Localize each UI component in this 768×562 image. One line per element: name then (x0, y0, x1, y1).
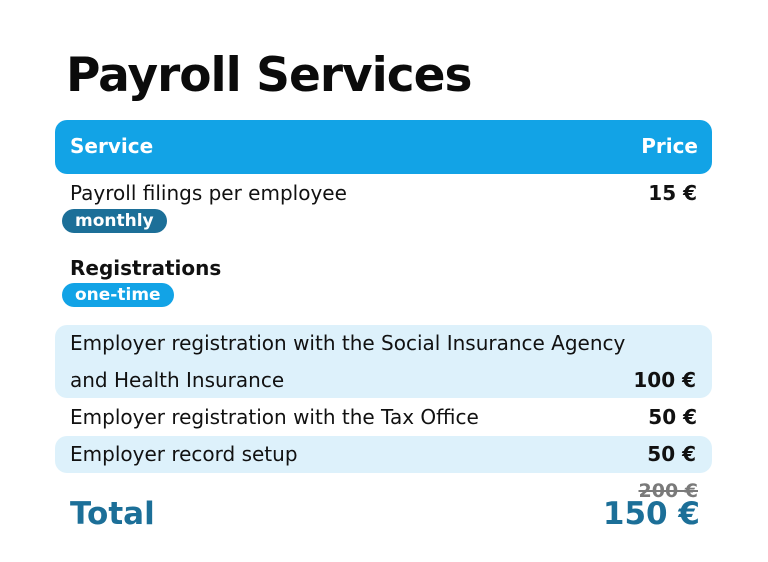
registrations-title: Registrations (70, 256, 222, 280)
table-header (55, 120, 712, 174)
social-insurance-price: 100 € (633, 368, 696, 392)
monthly-badge: monthly (62, 209, 167, 233)
total-label: Total (70, 496, 155, 532)
social-insurance-label-line2: and Health Insurance (70, 368, 285, 392)
social-insurance-label-line1: Employer registration with the Social Insurance Agency (70, 331, 626, 355)
record-setup-label: Employer record setup (70, 442, 298, 466)
one-time-badge: one-time (62, 283, 174, 307)
total-price: 150 € (602, 496, 700, 532)
payroll-price: 15 € (648, 181, 697, 205)
original-total-price: 200 € (638, 480, 698, 502)
payroll-label: Payroll filings per employee (70, 181, 347, 205)
price-column-header: Price (641, 134, 698, 158)
service-column-header: Service (70, 134, 154, 158)
record-setup-price: 50 € (647, 442, 696, 466)
table-row (55, 325, 712, 398)
tax-office-price: 50 € (648, 405, 697, 429)
table-row (55, 436, 712, 473)
tax-office-label: Employer registration with the Tax Office (70, 405, 479, 429)
page-title: Payroll Services (66, 48, 472, 103)
